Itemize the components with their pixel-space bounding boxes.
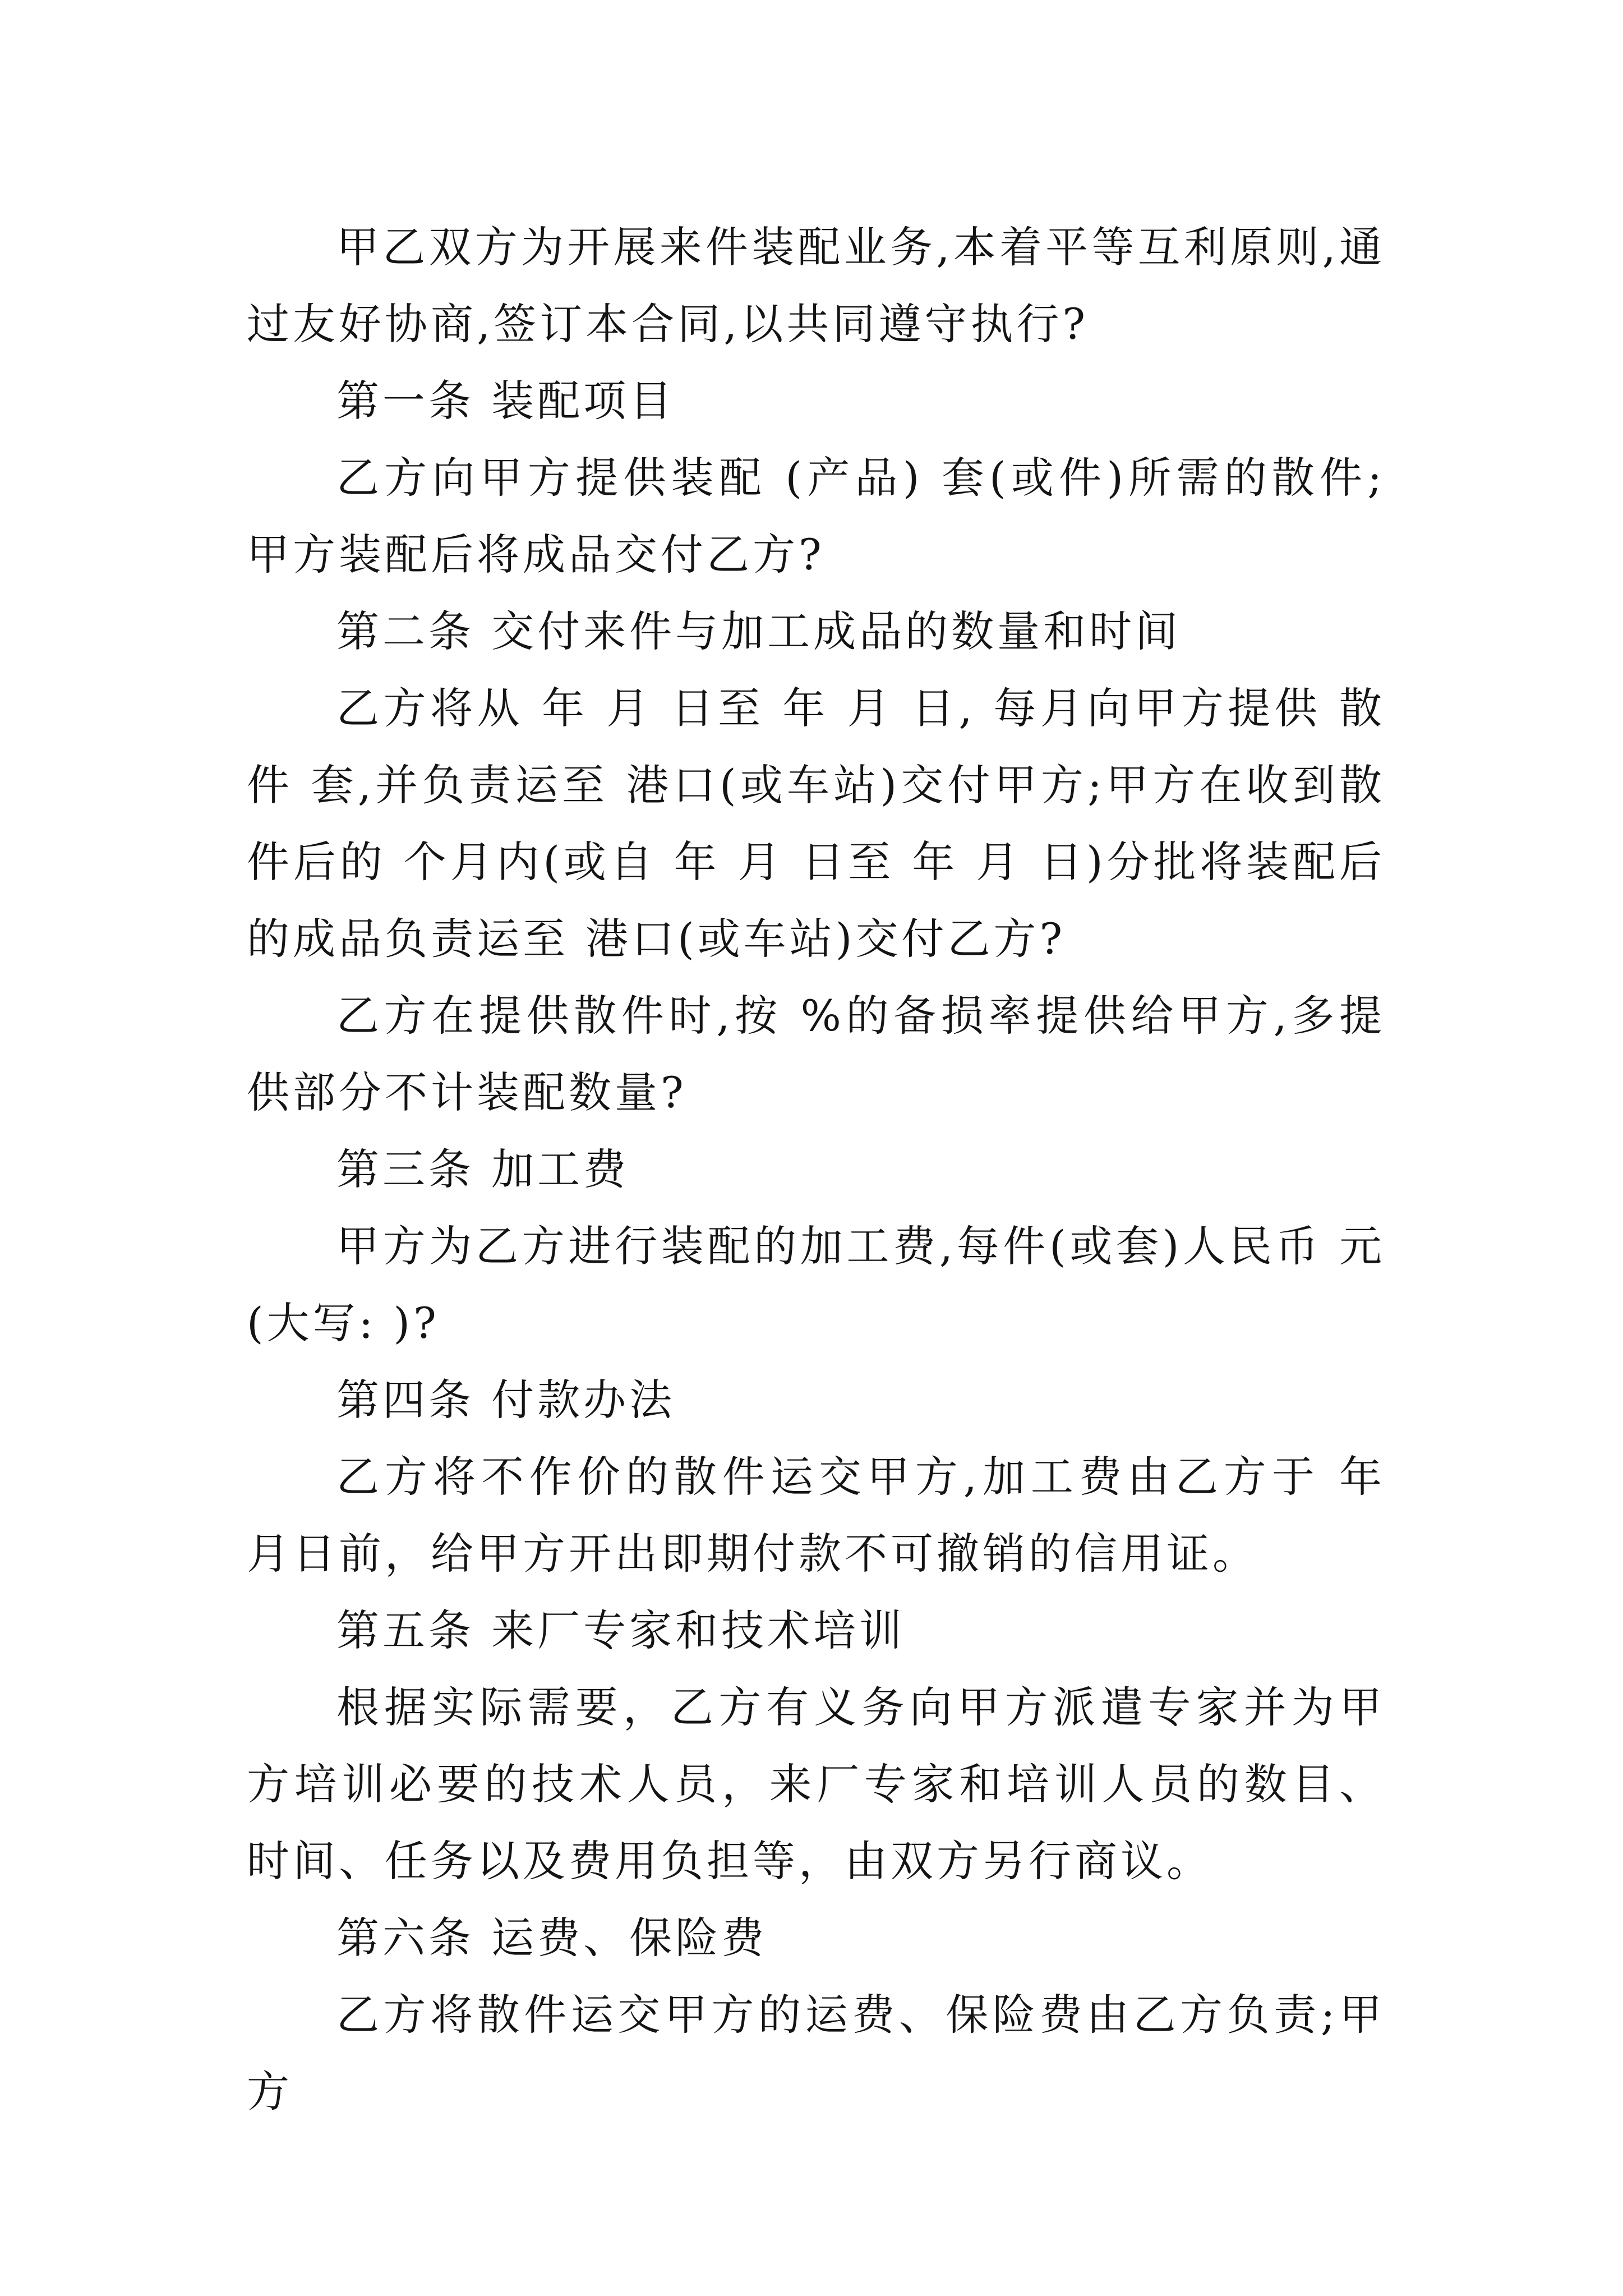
- article-2-text-1: 乙方将从 年 月 日至 年 月 日, 每月向甲方提供 散件 套,并负责运至 港口(或车站)交付甲方;甲方在收到散件后的 个月内(或自 年 月 日至 年 月 日)分批将装配后的成品负责运至 港口(或车站)交付乙方?: [247, 683, 1385, 964]
- document-body: [247, 209, 1403, 2130]
- article-2-text-2: 乙方在提供散件时,按 %的备损率提供给甲方,多提供部分不计装配数量?: [247, 991, 1385, 1117]
- article-2-heading: 第二条 交付来件与加工成品的数量和时间: [336, 606, 1182, 656]
- article-1-text: 乙方向甲方提供装配 (产品) 套(或件)所需的散件;甲方装配后将成品交付乙方?: [247, 453, 1385, 579]
- article-5-text: 根据实际需要，乙方有义务向甲方派遣专家并为甲方培训必要的技术人员，来厂专家和培训人员的数目、时间、任务以及费用负担等，由双方另行商议。: [247, 1682, 1385, 1886]
- article-4-heading: 第四条 付款办法: [336, 1375, 676, 1425]
- article-4-text: 乙方将不作价的散件运交甲方,加工费由乙方于 年 月日前，给甲方开出即期付款不可撤销的信用证。: [247, 1452, 1403, 1579]
- article-5-heading: 第五条 来厂专家和技术培训: [336, 1605, 906, 1655]
- article-3-text: 甲方为乙方进行装配的加工费,每件(或套)人民币 元(大写: )?: [247, 1221, 1385, 1348]
- article-1-heading: 第一条 装配项目: [336, 376, 676, 426]
- article-6-text: 乙方将散件运交甲方的运费、保险费由乙方负责;甲方: [247, 1990, 1385, 2116]
- article-6-heading: 第六条 运费、保险费: [336, 1913, 768, 1963]
- intro-paragraph: 甲乙双方为开展来件装配业务,本着平等互利原则,通过友好协商,签订本合同,以共同遵守执行?: [247, 222, 1385, 349]
- article-3-heading: 第三条 加工费: [336, 1144, 630, 1194]
